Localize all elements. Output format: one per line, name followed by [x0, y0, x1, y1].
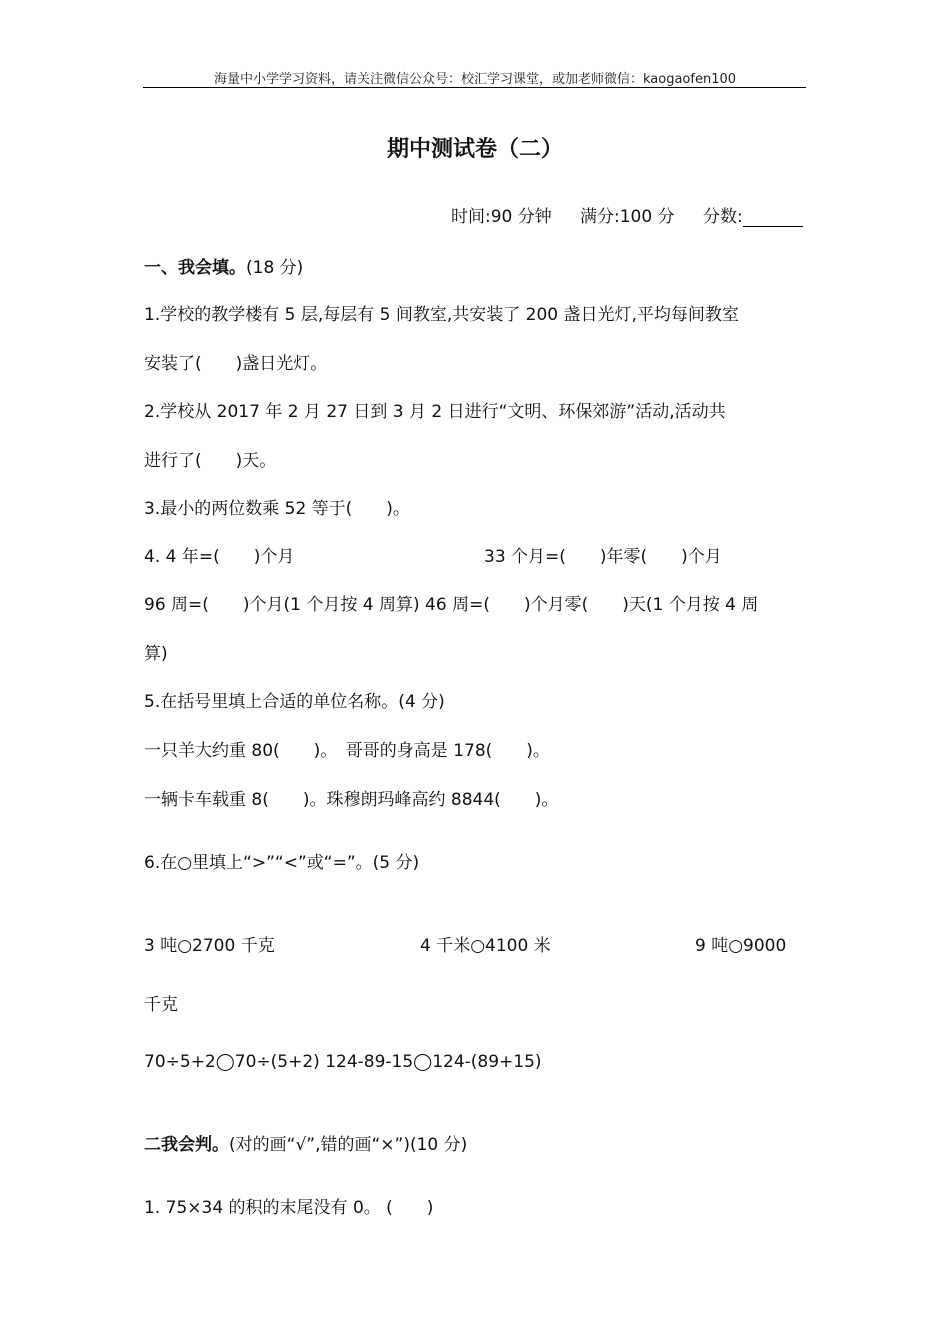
- question-4-c: 96 周=( )个月(1 个月按 4 周算) 46 周=( )个月零( )天(1 个月按 4 周: [144, 595, 759, 615]
- question-6-e: 70÷5+2◯70÷(5+2) 124-89-15◯124-(89+15): [144, 1052, 542, 1072]
- question-6-c: 9 吨○9000: [695, 936, 787, 956]
- score-blank: [743, 208, 803, 227]
- section-2-instruction: (对的画“√”,错的画“×”)(10 分): [229, 1135, 468, 1155]
- question-6-b: 4 千米○4100 米: [420, 936, 551, 956]
- section-1-points: (18 分): [246, 258, 304, 278]
- question-4-d: 算): [144, 644, 168, 664]
- question-4-a: 4. 4 年=( )个月: [144, 547, 295, 567]
- question-1-line-1: 1.学校的教学楼有 5 层,每层有 5 间教室,共安装了 200 盏日光灯,平均每间教室: [144, 305, 739, 325]
- page-title: 期中测试卷（二）: [386, 136, 563, 162]
- question-3: 3.最小的两位数乘 52 等于( )。: [144, 499, 410, 519]
- question-5-b: 一辆卡车载重 8( )。珠穆朗玛峰高约 8844( )。: [144, 790, 559, 810]
- question-1-line-2: 安装了( )盏日光灯。: [144, 354, 328, 374]
- section-2-heading: [144, 1130, 467, 1155]
- full-score: 满分:100 分: [580, 207, 675, 227]
- question-6: 6.在○里填上“>”“<”或“=”。(5 分): [144, 853, 420, 873]
- question-5-a: 一只羊大约重 80( )。 哥哥的身高是 178( )。: [144, 741, 550, 761]
- section-1-heading: [144, 253, 303, 278]
- score-field: [703, 202, 803, 227]
- question-2-line-1: 2.学校从 2017 年 2 月 27 日到 3 月 2 日进行“文明、环保郊游”活动,活动共: [144, 402, 726, 422]
- question-2-line-2: 进行了( )天。: [144, 451, 277, 471]
- judge-question-1: 1. 75×34 的积的末尾没有 0。 ( ): [144, 1198, 434, 1218]
- question-6-d: 千克: [144, 995, 178, 1015]
- section-1-title: 一、我会填。: [144, 258, 246, 278]
- page-header-note: 海量中小学学习资料，请关注微信公众号：校汇学习课堂，或加老师微信：kaogaofen100: [213, 72, 737, 87]
- time-limit: 时间:90 分钟: [451, 207, 552, 227]
- question-6-a: 3 吨○2700 千克: [144, 936, 275, 956]
- question-5: 5.在括号里填上合适的单位名称。(4 分): [144, 692, 445, 712]
- score-label: 分数:: [703, 207, 743, 227]
- question-4-b: 33 个月=( )年零( )个月: [484, 547, 722, 567]
- section-2-title: 二我会判。: [144, 1135, 229, 1155]
- header-rule: [143, 87, 806, 88]
